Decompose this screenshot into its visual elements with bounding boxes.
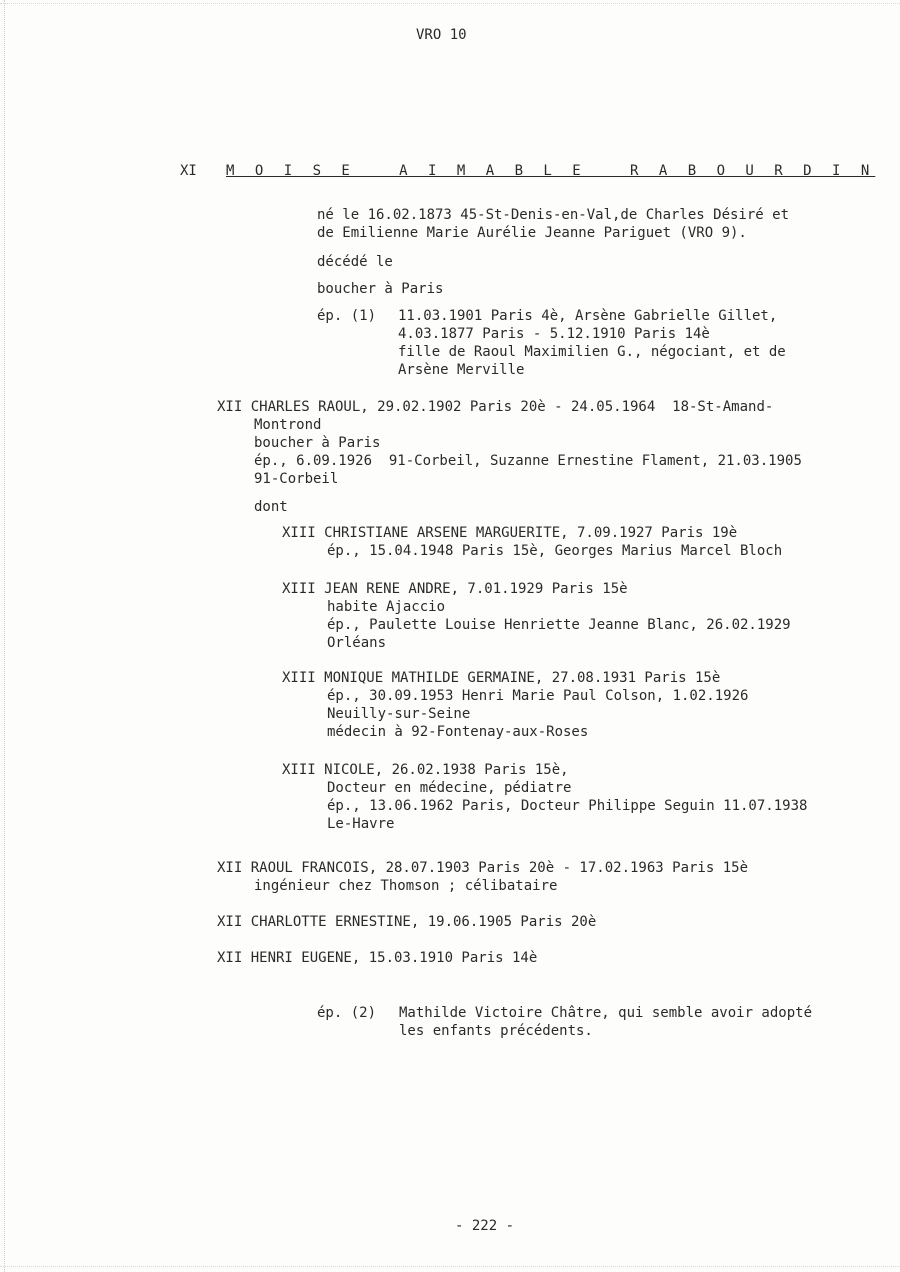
birth-line-2: de Emilienne Marie Aurélie Jeanne Pariguet (VRO 9). [317,225,747,241]
child-monique-line-1: XIII MONIQUE MATHILDE GERMAINE, 27.08.1931 Paris 15è [282,670,721,686]
left-edge [4,0,6,1272]
marriage1-line-4: Arsène Merville [398,362,525,378]
page-number: - 222 - [455,1218,515,1234]
charles-line-4: ép., 6.09.1926 91-Corbeil, Suzanne Ernestine Flament, 21.03.1905 [254,453,802,469]
child-jean-line-1: XIII JEAN RENE ANDRE, 7.01.1929 Paris 15è [282,581,628,597]
dont-label: dont [254,499,288,515]
child-nicole-line-1: XIII NICOLE, 26.02.1938 Paris 15è, [282,762,569,778]
marriage1-line-1: 11.03.1901 Paris 4è, Arsène Gabrielle Gillet, [398,308,778,324]
charlotte-line: XII CHARLOTTE ERNESTINE, 19.06.1905 Paris 20è [217,914,597,930]
charles-line-5: 91-Corbeil [254,471,339,487]
charles-line-3: boucher à Paris [254,435,381,451]
child-monique-line-4: médecin à 92-Fontenay-aux-Roses [327,724,589,740]
child-nicole-line-3: ép., 13.06.1962 Paris, Docteur Philippe Seguin 11.07.1938 [327,798,808,814]
charles-line-2: Montrond [254,417,322,433]
child-jean-line-4: Orléans [327,635,387,651]
occupation-line: boucher à Paris [317,281,444,297]
bottom-edge [0,1266,900,1268]
page-reference: VRO 10 [416,27,467,43]
charles-line-1: XII CHARLES RAOUL, 29.02.1902 Paris 20è - 24.05.1964 18-St-Amand- [217,399,774,415]
child-monique-line-3: Neuilly-sur-Seine [327,706,471,722]
child-nicole-line-4: Le-Havre [327,816,395,832]
death-line: décédé le [317,254,393,270]
marriage1-label: ép. (1) [317,308,377,324]
top-edge [0,3,900,5]
raoul-line-1: XII RAOUL FRANCOIS, 28.07.1903 Paris 20è - 17.02.1963 Paris 15è [217,860,749,876]
child-christiane-line-1: XIII CHRISTIANE ARSENE MARGUERITE, 7.09.1927 Paris 19è [282,525,738,541]
marriage1-line-3: fille de Raoul Maximilien G., négociant, et de [398,344,786,360]
title-generation: XI [180,163,197,179]
henri-line: XII HENRI EUGENE, 15.03.1910 Paris 14è [217,950,538,966]
marriage2-label: ép. (2) [317,1005,377,1021]
title-name: M O I S E A I M A B L E R A B O U R D I N [226,163,876,179]
child-christiane-line-2: ép., 15.04.1948 Paris 15è, Georges Marius Marcel Bloch [327,543,783,559]
raoul-line-2: ingénieur chez Thomson ; célibataire [254,878,558,894]
child-nicole-line-2: Docteur en médecine, pédiatre [327,780,572,796]
child-monique-line-2: ép., 30.09.1953 Henri Marie Paul Colson, 1.02.1926 [327,688,749,704]
marriage2-line-1: Mathilde Victoire Châtre, qui semble avoir adopté [399,1005,813,1021]
birth-line-1: né le 16.02.1873 45-St-Denis-en-Val,de Charles Désiré et [317,207,790,223]
child-jean-line-2: habite Ajaccio [327,599,446,615]
marriage2-line-2: les enfants précédents. [399,1023,593,1039]
child-jean-line-3: ép., Paulette Louise Henriette Jeanne Blanc, 26.02.1929 [327,617,791,633]
marriage1-line-2: 4.03.1877 Paris - 5.12.1910 Paris 14è [398,326,710,342]
